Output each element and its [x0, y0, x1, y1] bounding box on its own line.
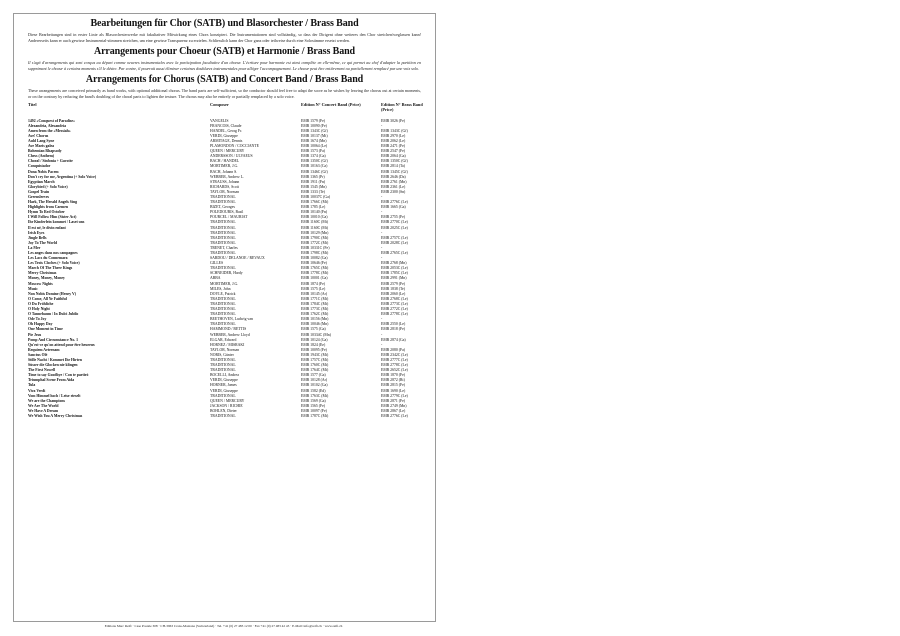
- row-composer: ARMITAGE, Dennis: [210, 138, 243, 143]
- row-brass-band-edition: -: [381, 256, 383, 261]
- table-header: [28, 102, 421, 119]
- document-page: [13, 13, 436, 622]
- row-composer: HORNEZ / MISRAKI: [210, 342, 245, 347]
- row-title: Don't cry for me, Argentina (+ Solo Voice): [28, 174, 97, 179]
- row-composer: TRADITIONAL: [210, 368, 236, 373]
- row-title: Les anges dans nos campagnes: [28, 251, 78, 255]
- row-title: We Have A Dream: [28, 408, 58, 413]
- row-brass-band-edition: EMR 1345C (Gf): [381, 169, 408, 174]
- row-title: Tula: [28, 383, 36, 388]
- row-brass-band-edition: EMR 2772C (Le): [381, 307, 408, 312]
- row-concert-band-edition: EMR 1943C (Mt): [301, 352, 329, 357]
- paragraph-german: Diese Bearbeitungen sind in erster Linie als Blasorchesterwerke mit fakultativer Mitwirkung eines Chors konzipiert. Die Instrumentationen sind vollständig, so dass der Dirigent ohne weiteres den Chor streichen/weglassen kann! Andererseits kann er auch gewisse Instrumental-stimmen streichen, um eine gewisse Transparenz zu erzielen. Schliesslich kann der Chor ganz oder teilweise durch eine Solostimme ersetzt werden.: [28, 32, 421, 43]
- row-brass-band-edition: -: [381, 332, 383, 337]
- row-concert-band-edition: EMR 1784C (Mt): [301, 301, 329, 306]
- row-brass-band-edition: -: [381, 210, 383, 215]
- row-brass-band-edition: EMR 2778C (Le): [381, 363, 408, 368]
- row-brass-band-edition: EMR 2768 (Mn): [381, 261, 407, 266]
- row-brass-band-edition: EMR 2361 (Le): [381, 184, 406, 189]
- row-brass-band-edition: EMR 3026 (Fe): [381, 118, 406, 123]
- row-brass-band-edition: EMR 2064 (Ga): [381, 154, 406, 159]
- row-concert-band-edition: EMR 1569 (Ga): [301, 398, 326, 403]
- row-composer: VANGELIS: [210, 118, 229, 123]
- row-brass-band-edition: EMR 2991 (Mn): [381, 276, 407, 281]
- row-title: Hark, The Herald Angels Sing: [28, 200, 77, 205]
- row-brass-band-edition: EMR 2755 (Fe): [381, 215, 406, 220]
- row-concert-band-edition: EMR 1573 (Fa): [301, 149, 326, 154]
- row-title: Hymn To Red October: [28, 210, 65, 215]
- row-composer: SARDOU / DELANOË / REVAUX: [210, 256, 265, 261]
- row-title: O Holy Night: [28, 307, 50, 312]
- row-title: Music: [28, 286, 38, 291]
- row-concert-band-edition: EMR 1350C (Gf): [301, 159, 328, 164]
- row-brass-band-edition: EMR 2779C (Le): [381, 393, 408, 398]
- row-composer: PLAMONDON / COCCIANTE: [210, 144, 259, 149]
- row-brass-band-edition: EMR 2028C (Le): [381, 240, 408, 245]
- row-composer: BOHLEN, Dieter: [210, 408, 237, 413]
- row-title: Requiem Aeternam: [28, 347, 60, 352]
- row-composer: RICHARDS, Scott: [210, 184, 239, 189]
- row-brass-band-edition: EMR 1838 (Te): [381, 286, 405, 291]
- row-composer: VERDI, Giuseppe: [210, 378, 238, 383]
- row-concert-band-edition: EMR 1346C (Gf): [301, 169, 328, 174]
- row-title: Pie Jesu: [28, 332, 42, 337]
- row-composer: ELGAR, Edward: [210, 337, 237, 342]
- row-concert-band-edition: EMR 10137 (Mt): [301, 133, 328, 138]
- row-title: O Du Fröhliche: [28, 301, 54, 306]
- row-concert-band-edition: EMR 1545 (Mn): [301, 184, 327, 189]
- row-concert-band-edition: EMR 1790C (Mt): [301, 235, 329, 240]
- row-composer: TRADITIONAL: [210, 251, 236, 255]
- row-concert-band-edition: EMR 1773C (Mt): [301, 307, 329, 312]
- row-composer: MILES, John: [210, 286, 231, 291]
- row-title: Qu'est-ce qu'on attend pour être heureux: [28, 342, 95, 347]
- row-composer: TRADITIONAL: [210, 307, 236, 312]
- row-brass-band-edition: EMR 2874 (Ga): [381, 337, 406, 342]
- row-title: Irish Eyes: [28, 230, 45, 235]
- row-composer: TRADITIONAL: [210, 414, 236, 418]
- row-brass-band-edition: -: [381, 123, 383, 128]
- row-brass-band-edition: EMR 2652C (Le): [381, 368, 408, 373]
- row-concert-band-edition: EMR 1798C (Mt): [301, 251, 329, 255]
- row-title: Sanctus Olé: [28, 352, 48, 357]
- row-title: Ihr Kinderlein kommet / Laset uns: [28, 220, 85, 225]
- row-composer: TRENET, Charles: [210, 245, 238, 250]
- row-composer: HAMMOND / BETTIS: [210, 327, 247, 332]
- row-concert-band-edition: EMR 1565 (Fe): [301, 403, 326, 408]
- row-concert-band-edition: EMR 1778C (Mt): [301, 271, 329, 276]
- row-concert-band-edition: EMR 10156 (Mn): [301, 317, 329, 322]
- row-brass-band-edition: EMR 2818 (Fe): [381, 327, 406, 332]
- row-title: 1492 «Conquest of Paradise»: [28, 118, 75, 123]
- col-concert-band-header: Edition N° Concert Band (Price): [301, 101, 361, 107]
- row-concert-band-edition: EMR 1762C (Mt): [301, 312, 329, 317]
- col-title-header: Titel: [28, 101, 37, 107]
- row-composer: ANDERSSON / ULVAEUS: [210, 154, 253, 159]
- row-concert-band-edition: EMR 10046 (Mn): [301, 322, 329, 327]
- row-brass-band-edition: EMR 2757C (Le): [381, 235, 408, 240]
- row-title: Highlights from Carmen: [28, 205, 69, 210]
- row-title: Il est né, le divin enfant: [28, 225, 66, 230]
- row-composer: BACH / HÄNDEL: [210, 159, 240, 164]
- row-composer: BIZET, Georges: [210, 205, 235, 210]
- row-title: Stille Nacht / Kommet Ihr Hirten: [28, 357, 82, 362]
- row-title: Jingle Bells: [28, 235, 47, 240]
- row-concert-band-edition: EMR 10001 (Ga): [301, 276, 328, 281]
- row-composer: POURCEL / MAURIAT: [210, 215, 248, 220]
- row-concert-band-edition: EMR 10010 (Ga): [301, 215, 328, 220]
- row-title: Auld Lang Syne: [28, 138, 55, 143]
- row-concert-band-edition: EMR 10037C (Ga): [301, 194, 331, 199]
- row-brass-band-edition: EMR 2053C (Le): [381, 266, 408, 271]
- row-brass-band-edition: EMR 2547 (Fe): [381, 149, 406, 154]
- row-concert-band-edition: EMR 1787C (Mt): [301, 414, 329, 418]
- row-composer: TRADITIONAL: [210, 235, 236, 240]
- row-composer: ABBA: [210, 276, 221, 281]
- row-concert-band-edition: EMR 10090 (Fe): [301, 123, 327, 128]
- row-concert-band-edition: EMR 10145 (Ar): [301, 291, 328, 296]
- row-brass-band-edition: EMR 2778C (Le): [381, 312, 408, 317]
- row-composer: MORTIMER, J.G.: [210, 281, 239, 286]
- row-concert-band-edition: EMR 1579 (Fe): [301, 118, 326, 123]
- row-concert-band-edition: EMR 1824 (Ee): [301, 342, 326, 347]
- catalog-table: [28, 102, 421, 420]
- row-brass-band-edition: EMR 2773C (Le): [381, 301, 408, 306]
- heading-english: Arrangements for Chorus (SATB) and Concert Band / Brass Band: [85, 74, 364, 86]
- row-concert-band-edition: EMR 10334C (Mn): [301, 332, 331, 337]
- row-composer: TRADITIONAL: [210, 194, 236, 199]
- row-concert-band-edition: EMR 10646 (Fe): [301, 261, 327, 266]
- row-composer: WEBBER, Andrew L.: [210, 174, 244, 179]
- row-composer: HÄNDEL, Georg Fr.: [210, 128, 242, 133]
- row-composer: HORNER, James: [210, 383, 237, 388]
- row-title: Joy To The World: [28, 240, 58, 245]
- row-composer: QUEEN / MERCURY: [210, 149, 245, 154]
- row-concert-band-edition: EMR 1582 (Ed): [301, 388, 326, 393]
- row-concert-band-edition: EMR 10129 (Mn): [301, 230, 329, 235]
- row-composer: DOYLE, Patrick: [210, 291, 236, 296]
- row-composer: TAYLOR, Norman: [210, 189, 240, 194]
- row-brass-band-edition: EMR 2471 (Fe): [381, 144, 406, 149]
- row-composer: BEETHOVEN, Ludwig van: [210, 317, 253, 322]
- row-title: O Come, All Ye Faithful: [28, 296, 67, 301]
- row-composer: TRADITIONAL: [210, 240, 236, 245]
- row-title: Non Nobis Domine (Henry V): [28, 291, 77, 296]
- row-title: We Wish You A Merry Christmas: [28, 414, 83, 418]
- row-concert-band-edition: EMR 1757C (Mt): [301, 357, 329, 362]
- row-concert-band-edition: EMR 1785 (Le): [301, 205, 326, 210]
- row-composer: NORIS, Günter: [210, 352, 234, 357]
- row-brass-band-edition: EMR 2579 (Fe): [381, 281, 406, 286]
- row-title: Triumphal Scene From Aida: [28, 378, 75, 383]
- row-concert-band-edition: EMR 10128 (Ar): [301, 378, 328, 383]
- row-brass-band-edition: EMR 2815 (Fe): [381, 383, 406, 388]
- row-title: Gospel Train: [28, 189, 50, 194]
- row-brass-band-edition: EMR 2770C (Le): [381, 220, 408, 225]
- row-brass-band-edition: EMR 2765C (Le): [381, 251, 408, 255]
- row-composer: TRADITIONAL: [210, 225, 236, 230]
- row-title: Dona Nobis Pacem: [28, 169, 59, 174]
- row-brass-band-edition: EMR 2060 (Le): [381, 291, 406, 296]
- row-concert-band-edition: EMR 1160C (Mt): [301, 220, 329, 225]
- row-title: Les Trois Cloches (+ Solo Voice): [28, 261, 80, 266]
- row-composer: TRADITIONAL: [210, 393, 236, 398]
- row-title: Choral / Sinfonia + Gavotte: [28, 159, 73, 164]
- row-concert-band-edition: EMR 1766C (Mt): [301, 200, 329, 205]
- row-brass-band-edition: -: [381, 342, 383, 347]
- row-brass-band-edition: EMR 2080 (Fa): [381, 347, 406, 352]
- row-title: Süsser die Glocken nie klingen: [28, 363, 78, 368]
- row-composer: BOCELLI, Andrea: [210, 373, 239, 378]
- row-brass-band-edition: EMR 1785C (Le): [381, 271, 408, 276]
- row-brass-band-edition: EMR 2776C (Le): [381, 200, 408, 205]
- row-brass-band-edition: EMR 2300 (Sn): [381, 189, 406, 194]
- row-title: Amen from the «Messiah»: [28, 128, 71, 133]
- row-title: Time to say Goodbye / Con te partirò: [28, 373, 89, 378]
- row-concert-band-edition: EMR 1772C (Mt): [301, 240, 329, 245]
- row-concert-band-edition: EMR 10095 (Fe): [301, 347, 327, 352]
- row-title: One Moment in Time: [28, 327, 63, 332]
- row-brass-band-edition: EMR 2062 (Le): [381, 138, 406, 143]
- row-brass-band-edition: EMR 2871 (Fe): [381, 398, 406, 403]
- row-brass-band-edition: EMR 2025C (Le): [381, 225, 408, 230]
- row-composer: TRADITIONAL: [210, 296, 236, 301]
- row-concert-band-edition: EMR 1343C (Gf): [301, 128, 328, 133]
- row-composer: TRADITIONAL: [210, 312, 236, 317]
- document-content: [28, 17, 421, 419]
- row-concert-band-edition: EMR 1575 (Le): [301, 286, 326, 291]
- table-row: [28, 414, 421, 419]
- row-title: Bohemian Rhapsody: [28, 149, 62, 154]
- row-brass-band-edition: EMR 2768C (Le): [381, 296, 408, 301]
- heading-french: Arrangements pour Choeur (SATB) et Harmonie / Brass Band: [93, 46, 356, 58]
- row-concert-band-edition: EMR 10097 (Fe): [301, 408, 327, 413]
- row-title: Ave Maris galea: [28, 144, 55, 149]
- row-brass-band-edition: EMR 1343C (Gf): [381, 128, 408, 133]
- row-title: Ode To Joy: [28, 317, 47, 322]
- row-composer: STRAUSS, Johann: [210, 179, 240, 184]
- row-concert-band-edition: EMR 10331C (Fe): [301, 245, 330, 250]
- row-brass-band-edition: -: [381, 230, 383, 235]
- row-brass-band-edition: EMR 2646 (Da): [381, 174, 406, 179]
- row-composer: WEBBER, Andrew Lloyd: [210, 332, 250, 337]
- row-title: O Tannebaum / In Dulci Jubilo: [28, 312, 79, 317]
- row-concert-band-edition: EMR 10082 (Ga): [301, 256, 328, 261]
- row-brass-band-edition: EMR 2749 (Mn): [381, 403, 407, 408]
- row-title: Chess (Anthem): [28, 154, 55, 159]
- row-title: La Mer: [28, 245, 41, 250]
- row-concert-band-edition: EMR 1874 (Fe): [301, 281, 326, 286]
- row-title: Egyptian March: [28, 179, 55, 184]
- row-concert-band-edition: EMR 10163 (Ca): [301, 164, 328, 169]
- row-concert-band-edition: EMR 1760C (Mt): [301, 363, 329, 368]
- row-composer: POLEDOURIS, Basil: [210, 210, 244, 215]
- row-composer: TAYLOR, Norman: [210, 347, 240, 352]
- row-brass-band-edition: EMR 2550 (Le): [381, 322, 406, 327]
- row-composer: TRADITIONAL: [210, 357, 236, 362]
- row-composer: SCHNEIDER, Hardy: [210, 271, 243, 276]
- row-brass-band-edition: EMR 1870 (Fe): [381, 373, 406, 378]
- row-concert-band-edition: EMR 1577 (Ga): [301, 373, 326, 378]
- row-title: Ave! Chorus: [28, 133, 49, 138]
- row-brass-band-edition: EMR 1350C (Gf): [381, 159, 408, 164]
- row-concert-band-edition: EMR 1771C (Mt): [301, 296, 329, 301]
- row-brass-band-edition: EMR 2970 (Le): [381, 133, 406, 138]
- row-composer: TRADITIONAL: [210, 200, 236, 205]
- row-composer: BACH, Johann S.: [210, 169, 238, 174]
- row-composer: MORTIMER, J.G.: [210, 164, 239, 169]
- row-title: Les Lacs du Connemara: [28, 256, 68, 261]
- row-title: Money, Money, Money: [28, 276, 65, 281]
- row-concert-band-edition: EMR 1160C (Mt): [301, 225, 329, 230]
- row-brass-band-edition: -: [381, 317, 383, 322]
- row-brass-band-edition: EMR 2342C (Le): [381, 352, 408, 357]
- row-concert-band-edition: EMR 1365 (Pr): [301, 174, 325, 179]
- row-brass-band-edition: -: [381, 245, 383, 250]
- row-title: Alexandria, Alexandria: [28, 123, 66, 128]
- col-composer-header: Composer: [210, 101, 229, 107]
- row-concert-band-edition: EMR 1765C (Mt): [301, 266, 329, 271]
- row-composer: TRADITIONAL: [210, 230, 236, 235]
- row-composer: TRADITIONAL: [210, 266, 236, 271]
- row-brass-band-edition: EMR 2776C (Le): [381, 414, 408, 418]
- row-brass-band-edition: EMR 2814 (Ta): [381, 164, 405, 169]
- col-brass-band-header: Edition N° Brass Band (Price): [381, 101, 423, 112]
- row-composer: TRADITIONAL: [210, 322, 236, 327]
- row-title: Merry Christmas: [28, 271, 57, 276]
- row-composer: QUEEN / MERCURY: [210, 398, 245, 403]
- row-concert-band-edition: EMR 1575 (Ga): [301, 327, 326, 332]
- row-concert-band-edition: EMR 10102 (Ga): [301, 383, 328, 388]
- row-concert-band-edition: EMR 1763C (Mt): [301, 393, 329, 398]
- heading-german: Bearbeitungen für Chor (SATB) und Blasorchester / Brass Band: [90, 18, 359, 29]
- row-title: Viva Verdi: [28, 388, 46, 393]
- row-brass-band-edition: EMR 2761 (Mn): [381, 179, 407, 184]
- row-composer: VERDI, Giuseppe: [210, 388, 238, 393]
- row-title: Pomp And Circumstance No. 1: [28, 337, 79, 342]
- row-composer: GILLES: [210, 261, 224, 266]
- row-title: Moscow Nights: [28, 281, 53, 286]
- row-title: Glorybird (+ Solo Voice): [28, 184, 68, 189]
- row-concert-band-edition: EMR 10124 (Ga): [301, 337, 328, 342]
- row-brass-band-edition: -: [381, 194, 383, 199]
- row-composer: TRADITIONAL: [210, 363, 236, 368]
- row-composer: FRANCOIS, Claude: [210, 123, 242, 128]
- row-brass-band-edition: EMR 1690 (Le): [381, 388, 406, 393]
- row-concert-band-edition: EMR 1764C (Mt): [301, 368, 329, 373]
- paragraph-english: These arrangements are conceived primarily as band works, with optional additional chorus. The band parts are self-sufficient, so the conductor should feel free to adapt the score as he wishes by leaving the chorus out at certain moments, or on the contrary by reducing the band's doubling of the choral parts to lighten the texture. The chorus may also be entirely or partially remplaced by a solo voice.: [28, 88, 421, 99]
- row-title: March Of The Three Kings: [28, 266, 73, 271]
- row-title: Oh Happy Day: [28, 322, 53, 327]
- row-title: I Will Follow Him (Sister Act): [28, 215, 77, 220]
- row-brass-band-edition: EMR 2867 (Le): [381, 408, 406, 413]
- row-concert-band-edition: EMR 1674 (Mn): [301, 138, 327, 143]
- row-composer: TRADITIONAL: [210, 220, 236, 225]
- row-composer: JACKSON / RICHIE: [210, 403, 243, 408]
- row-concert-band-edition: EMR 1911 (Fn): [301, 179, 326, 184]
- row-composer: TRADITIONAL: [210, 301, 236, 306]
- row-title: Vom Himmel hoch / Leise rieselt: [28, 393, 81, 398]
- table-body: [28, 119, 421, 420]
- row-composer: VERDI, Giuseppe: [210, 133, 238, 138]
- row-concert-band-edition: EMR 1333 (Te): [301, 189, 325, 194]
- row-concert-band-edition: EMR 10140 (Fn): [301, 210, 328, 215]
- row-title: We are the Champions: [28, 398, 65, 403]
- row-brass-band-edition: EMR 2777C (Le): [381, 357, 408, 362]
- row-concert-band-edition: EMR 1374 (Ga): [301, 154, 326, 159]
- row-brass-band-edition: EMR 2872 (Rt): [381, 378, 405, 383]
- row-concert-band-edition: EMR 10064 (Le): [301, 144, 328, 149]
- row-title: Conquistador: [28, 164, 51, 169]
- row-brass-band-edition: EMR 1665 (Ga): [381, 205, 406, 210]
- row-title: We Are The World: [28, 403, 59, 408]
- row-title: The First Nowell: [28, 368, 56, 373]
- publisher-footer: Editions Marc Reift · Case Postale 308 · CH-3963 Crans-Montana (Switzerland) · Tel. +41 (0) 27 483 12 00 · Fax +41 (0) 27 483 42 43 · E-Mail: info@reift.ch · www.reift.ch: [104, 624, 343, 628]
- paragraph-french: Il s'agit d'arrangements qui sont conçus au départ comme oeuvres instrumentales avec la participation facultative d'un choeur. L'écriture pour harmonie est ainsi complète en elle-même, ce qui permet au chef d'adapter la partition en supprimant le choeur à certains moments s'il le désire. Par contre, il pourrait aussi éliminer certaines doublures instrumentales pour alléger l'accompagnement. Le choeur peut être entièrement ou partiellement remplacé par une voix solo.: [28, 60, 421, 71]
- row-title: Greensleeves: [28, 194, 50, 199]
